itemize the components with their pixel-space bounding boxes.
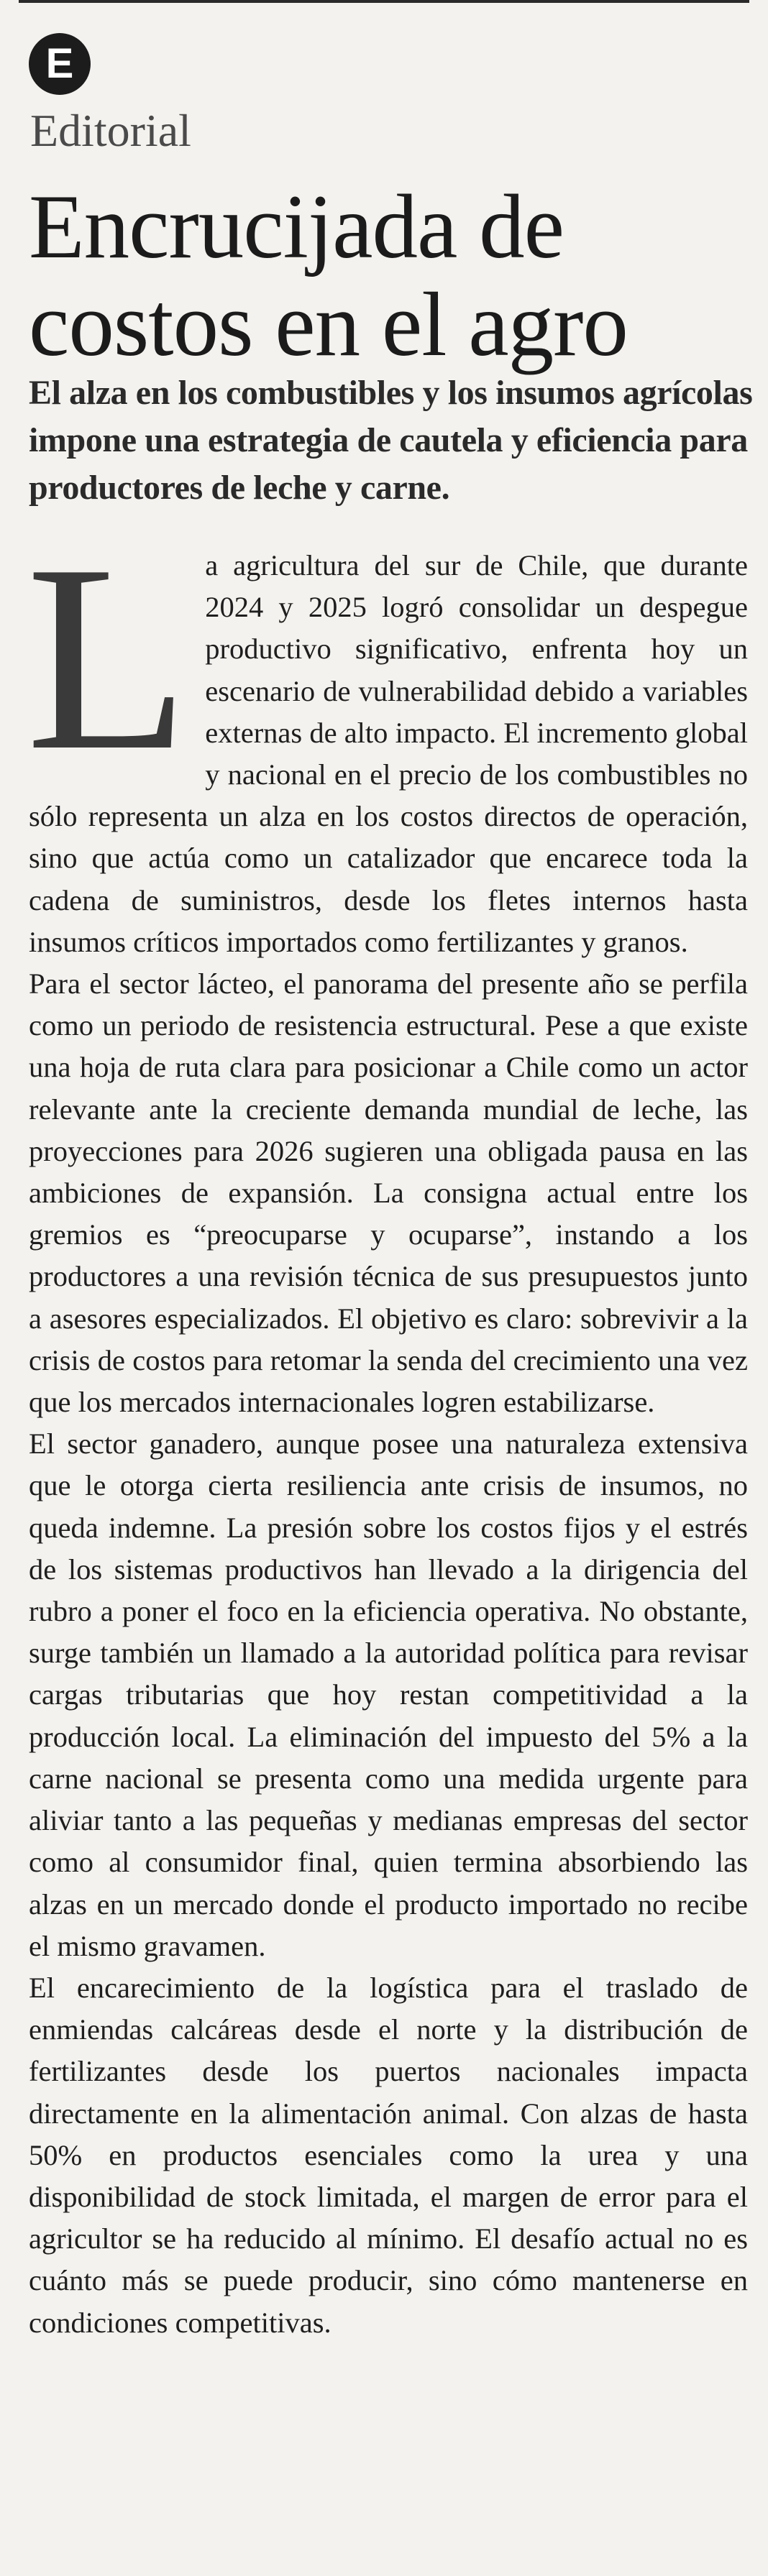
- section-label: Editorial: [30, 105, 191, 156]
- paragraph-1: [26, 510, 748, 963]
- drop-cap: L: [26, 510, 190, 806]
- editorial-badge-icon: [29, 33, 91, 95]
- subtitle: El alza en los combustibles y los insumos agrícolas impone una estrategia de cautela y eficiencia para productores de leche y carne.: [29, 374, 753, 507]
- badge-letter: E: [45, 40, 74, 87]
- top-rule: [19, 0, 749, 3]
- paragraph-4: El encarecimiento de la logística para el traslado de enmiendas calcáreas desde el norte y la distribución de fertilizantes desde los puertos nacionales impacta directamente en la alimentación animal. Con alzas de hasta 50% en productos esenciales como la urea y una disponibilidad de stock limitada, el margen de error para el agricultor se ha reducido al mínimo. El desafío actual no es cuánto más se puede producir, sino cómo mantenerse en condiciones competitivas.: [29, 1971, 748, 2339]
- paragraph-1-text: a agricultura del sur de Chile, que durante 2024 y 2025 logró consolidar un despegue productivo significativo, enfrenta hoy un escenario de vulnerabilidad debido a variables externas de alto impacto. El incremento global y nacional en el precio de los combustibles no sólo representa un alza en los costos directos de operación, sino que actúa como un catalizador que encarece toda la cadena de suministros, desde los fletes internos hasta insumos críticos importados como fertilizantes y granos.: [29, 549, 748, 958]
- paragraph-2: Para el sector lácteo, el panorama del presente año se perfila como un periodo de resistencia estructural. Pese a que existe una hoja de ruta clara para posicionar a Chile como un actor relevante ante la creciente demanda mundial de leche, las proyecciones para 2026 sugieren una obligada pausa en las ambiciones de expansión. La consigna actual entre los gremios es “preocuparse y ocuparse”, instando a los productores a una revisión técnica de sus presupuestos junto a asesores especializados. El objetivo es claro: sobrevivir a la crisis de costos para retomar la senda del crecimiento una vez que los mercados internacionales logren estabilizarse.: [29, 967, 748, 1419]
- paragraph-3: El sector ganadero, aunque posee una naturaleza extensiva que le otorga cierta resiliencia ante crisis de insumos, no queda indemne. La presión sobre los costos fijos y el estrés de los sistemas productivos han llevado a la dirigencia del rubro a poner el foco en la eficiencia operativa. No obstante, surge también un llamado a la autoridad política para revisar cargas tributarias que hoy restan competitividad a la producción local. La eliminación del impuesto del 5% a la carne nacional se presenta como una medida urgente para aliviar tanto a las pequeñas y medianas empresas del sector como al consumidor final, quien termina absorbiendo las alzas en un mercado donde el producto importado no recibe el mismo gravamen.: [29, 1427, 748, 1962]
- article-body: [26, 510, 748, 2344]
- headline: Encrucijada de costos en el agro: [29, 177, 628, 375]
